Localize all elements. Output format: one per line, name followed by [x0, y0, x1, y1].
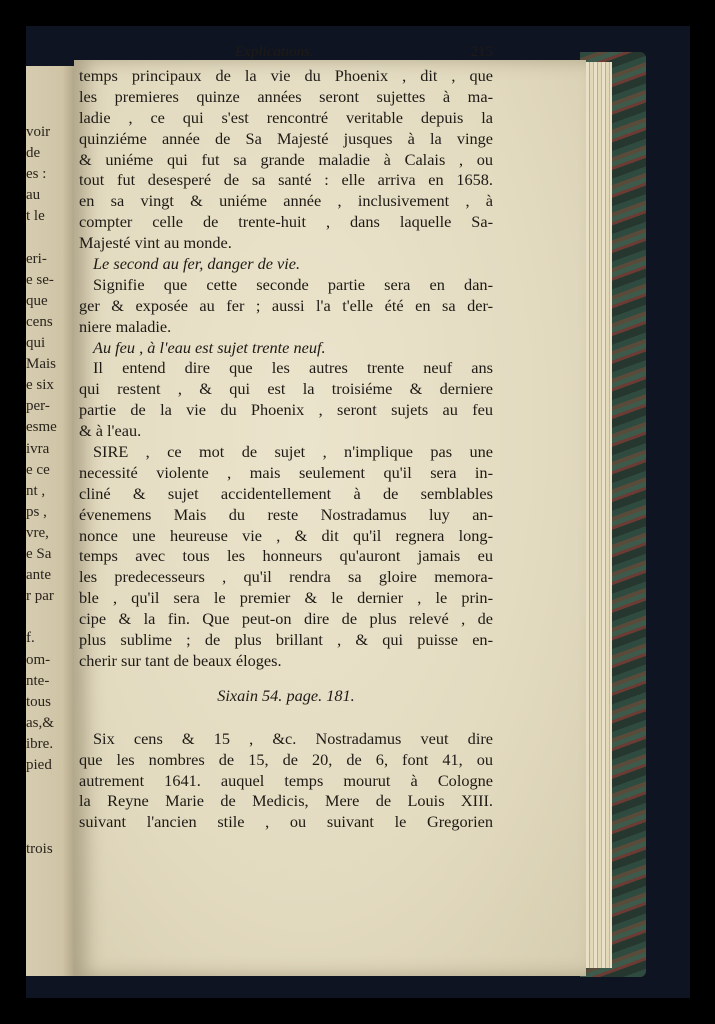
left-page-fragment: voir	[26, 124, 51, 140]
left-page	[26, 66, 78, 976]
left-page-fragment: tous	[26, 693, 52, 710]
left-page-fragment: qui	[26, 335, 46, 351]
text-line: & uniéme qui fut sa grande maladie à Calais , ou	[79, 149, 493, 169]
left-page-fragment: nte-	[26, 672, 50, 689]
text-line: évenemens Mais du reste Nostradamus luy an-	[79, 504, 493, 524]
text-line: temps principaux de la vie du Phoenix , dit , que	[79, 66, 493, 85]
left-page-fragment: om-	[26, 651, 51, 668]
left-page-fragment: r par	[26, 588, 54, 605]
left-page-fragment: ante	[26, 567, 51, 584]
left-page-fragment: que	[26, 292, 48, 309]
left-page-fragment: e Sa	[26, 546, 52, 562]
left-page-fragment: e ce	[26, 461, 50, 478]
text-line: autrement 1641. auquel temps mourut à Cologne	[79, 770, 493, 790]
text-line: quinziéme année de Sa Majesté jusques à la vinge	[79, 128, 493, 148]
left-page-fragment: eri-	[26, 250, 47, 267]
text-line: Il entend dire que les autres trente neuf ans	[93, 358, 493, 378]
text-line: tout fut desesperé de sa santé : elle arriva en 1658.	[79, 170, 493, 190]
text-line: les premieres quinze années seront sujettes à ma-	[79, 86, 493, 106]
text-line: compter celle de trente-huit , dans laquelle Sa-	[79, 212, 493, 232]
text-line: cherir sur tant de beaux éloges.	[79, 650, 282, 670]
text-line: Majesté vint au monde.	[79, 233, 232, 253]
running-head-title: Explications.	[235, 44, 314, 60]
left-page-fragment: ibre.	[26, 735, 54, 752]
text-line: ger & exposée au fer ; aussi l'a t'elle été en sa der-	[79, 295, 493, 315]
left-page-fragment: t le	[26, 208, 45, 225]
left-page-fragment: nt ,	[26, 482, 46, 499]
left-page-fragment: vre,	[26, 524, 49, 541]
text-line: nonce une heureuse vie , & dit qu'il regnera long-	[79, 525, 493, 545]
page-number: 215	[470, 44, 493, 60]
text-line: Signifie que cette seconde partie sera en dan-	[93, 274, 493, 294]
text-block-1	[79, 66, 493, 672]
left-page-fragment: as,&	[26, 714, 54, 731]
text-line: SIRE , ce mot de sujet , n'implique pas une	[93, 442, 493, 462]
left-page-fragment: au	[26, 187, 41, 204]
text-block-2	[79, 729, 493, 833]
left-page-fragment: cens	[26, 313, 53, 330]
running-head	[79, 44, 493, 66]
text-line: suivant l'ancien stile , ou suivant le Gregorien	[79, 812, 493, 832]
left-page-fragment: f.	[26, 630, 35, 647]
left-page-fragment: Mais	[26, 356, 56, 373]
left-page-fragment: ivra	[26, 440, 50, 457]
text-line: Au feu , à l'eau est sujet trente neuf.	[93, 337, 326, 357]
text-line: niere maladie.	[79, 316, 172, 336]
text-line: Six cens & 15 , &c. Nostradamus veut dire	[93, 728, 493, 748]
page-text	[79, 44, 493, 833]
left-page-fragment: es :	[26, 166, 47, 183]
left-page-fragment: e six	[26, 377, 54, 394]
text-line: partie de la vie du Phoenix , seront sujets au feu	[79, 400, 493, 420]
text-line: cliné & sujet accidentellement à de semblables	[79, 483, 493, 503]
text-line: Le second au fer, danger de vie.	[93, 254, 301, 274]
text-line: necessité violente , mais seulement qu'il sera in-	[79, 462, 493, 482]
text-line: la Reyne Marie de Medicis, Mere de Louis XIII.	[79, 791, 493, 811]
section-heading: Sixain 54. page. 181.	[217, 685, 355, 705]
text-line: ble , qu'il sera le premier & le dernier , le prin-	[79, 588, 493, 608]
left-page-fragment: esme	[26, 419, 57, 436]
text-line: plus sublime ; de plus brillant , & qui puisse en-	[79, 630, 493, 650]
left-page-fragment: per-	[26, 398, 50, 415]
text-line: qui restent , & qui est la troisiéme & derniere	[79, 379, 493, 399]
left-page-fragment: ps ,	[26, 503, 47, 520]
text-line: ladie , ce qui s'est rencontré veritable depuis la	[79, 107, 493, 127]
text-line: temps avec tous les honneurs qu'auront jamais eu	[79, 546, 493, 566]
text-line: en sa vingt & uniéme année , inclusivement , à	[79, 191, 493, 211]
left-page-fragment: pied	[26, 757, 52, 773]
text-line: cipe & la fin. Que peut-on dire de plus relevé , de	[79, 609, 493, 629]
text-line: que les nombres de 15, de 20, de 6, font 41, ou	[79, 749, 493, 769]
text-line: les predecesseurs , qu'il rendra sa gloire memora-	[79, 567, 493, 587]
left-page-fragment: trois	[26, 841, 53, 858]
left-page-fragment: e se-	[26, 271, 54, 288]
text-line: & à l'eau.	[79, 421, 142, 441]
left-page-fragment: de	[26, 145, 41, 162]
